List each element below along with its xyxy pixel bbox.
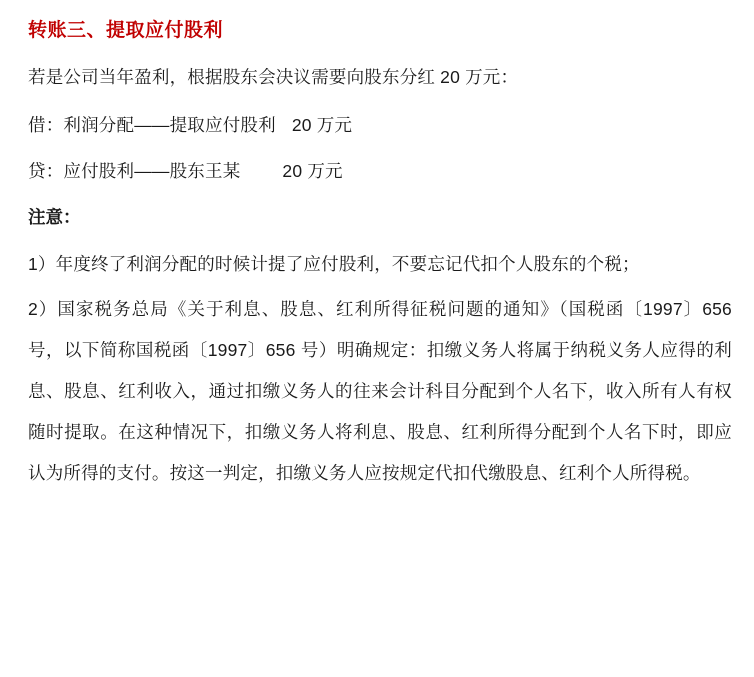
journal-entry-debit-account: 借：利润分配——提取应付股利	[28, 115, 276, 135]
journal-entry-credit	[28, 154, 732, 188]
journal-entry-credit-account: 贷：应付股利——股东王某	[28, 161, 241, 181]
journal-entry-debit-amount: 20 万元	[291, 115, 353, 135]
note-item-1: 1）年度终了利润分配的时候计提了应付股利，不要忘记代扣个人股东的个税；	[28, 254, 640, 274]
journal-entry-credit-amount: 20 万元	[282, 161, 343, 181]
note-item-2: 2）国家税务总局《关于利息、股息、红利所得征税问题的通知》（国税函〔1997〕656 号，以下简称国税函〔1997〕656 号）明确规定：扣缴义务人将属于纳税义务人应得的利息、股息、红利收入，通过扣缴义务人的往来会计科目分配到个人名下，收入所有人有权随时提取。在这种情况下，扣缴义务人将利息、股息、红利所得分配到个人名下时，即应认为所得的支付。按这一判定，扣缴义务人应按规定代扣代缴股息、红利个人所得税。	[28, 299, 732, 483]
section-heading: 转账三、提取应付股利	[28, 20, 224, 41]
journal-entry-debit	[28, 108, 732, 142]
intro-paragraph: 若是公司当年盈利，根据股东会决议需要向股东分红 20 万元：	[28, 67, 519, 87]
note-title: 注意：	[28, 207, 81, 227]
